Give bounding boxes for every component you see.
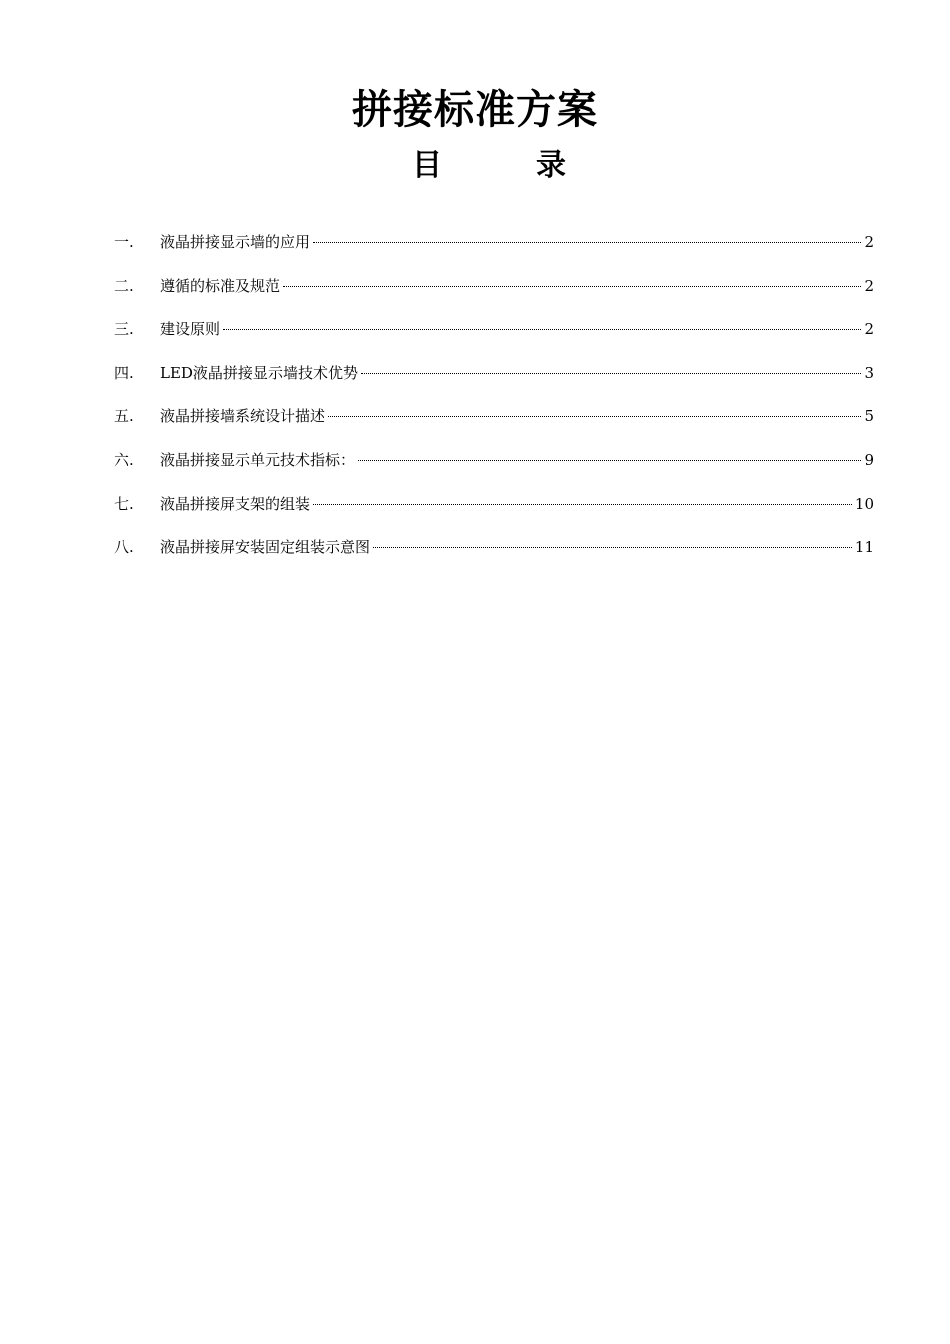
toc-entry-number: 八.	[114, 538, 134, 557]
toc-entry-title[interactable]: LED液晶拼接显示墙技术优势	[160, 363, 358, 382]
toc-entry-number: 二.	[114, 276, 134, 295]
toc-entry-page: 2	[864, 233, 874, 251]
toc-entry-page: 2	[864, 320, 874, 339]
toc-entry-title[interactable]: 液晶拼接屏安装固定组装示意图	[160, 538, 371, 557]
toc-entry-page: 5	[864, 407, 874, 426]
toc-entry[interactable]	[114, 490, 874, 534]
toc-entry-page: 2	[864, 276, 874, 295]
toc-entry[interactable]	[114, 359, 874, 403]
toc-entry-number: 七.	[114, 494, 134, 513]
toc-entry-page: 9	[864, 450, 874, 469]
toc-entry[interactable]	[114, 533, 874, 577]
toc-entry-title[interactable]: 液晶拼接显示墙的应用	[160, 233, 311, 251]
toc-heading-char: 录	[536, 148, 566, 183]
toc-entry[interactable]	[114, 446, 874, 490]
toc-entry[interactable]	[114, 272, 874, 316]
toc-entry[interactable]	[114, 402, 874, 446]
table-of-contents	[114, 228, 874, 577]
toc-entry-page: 3	[864, 363, 874, 382]
toc-entry-title[interactable]: 液晶拼接屏支架的组装	[160, 494, 311, 513]
toc-leader-dots	[361, 373, 862, 374]
toc-entry-number: 四.	[114, 363, 134, 382]
toc-entry-number: 六.	[114, 450, 134, 469]
toc-leader-dots	[313, 242, 861, 243]
toc-leader-dots	[373, 547, 852, 548]
toc-leader-dots	[328, 416, 861, 417]
toc-entry-page: 11	[854, 538, 874, 557]
toc-entry-page: 10	[854, 494, 874, 513]
toc-entry-title[interactable]: 液晶拼接显示单元技术指标：	[160, 450, 356, 469]
toc-leader-dots	[313, 504, 852, 505]
toc-entry-title[interactable]: 建设原则	[160, 320, 221, 339]
toc-heading	[412, 146, 582, 186]
toc-entry-number: 五.	[114, 407, 134, 426]
toc-entry-title[interactable]: 液晶拼接墙系统设计描述	[160, 407, 326, 426]
toc-entry-title[interactable]: 遵循的标准及规范	[160, 276, 281, 295]
toc-entry[interactable]	[114, 315, 874, 359]
toc-leader-dots	[283, 286, 861, 287]
toc-entry[interactable]	[114, 228, 874, 272]
toc-heading-char: 目	[412, 148, 442, 183]
toc-leader-dots	[358, 460, 861, 461]
toc-entry-number: 三.	[114, 320, 134, 339]
toc-entry-number: 一.	[114, 233, 134, 251]
toc-leader-dots	[223, 329, 861, 330]
document-title: 拼接标准方案	[352, 87, 598, 133]
